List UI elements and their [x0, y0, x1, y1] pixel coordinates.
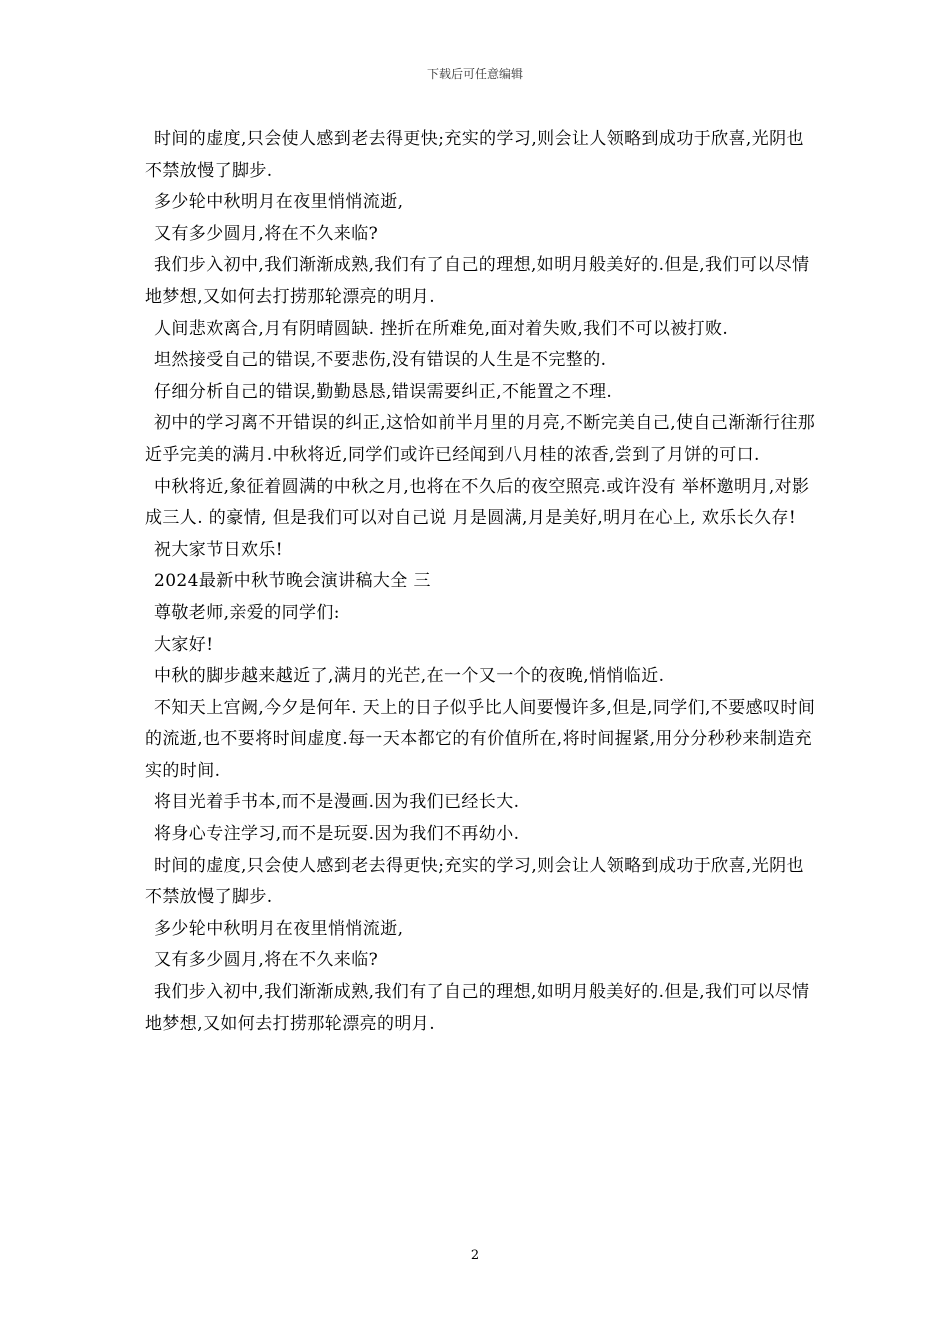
section-heading: 2024最新中秋节晚会演讲稿大全 三	[154, 571, 431, 592]
paragraph: 多少轮中秋明月在夜里悄悄流逝,	[154, 918, 404, 939]
paragraph: 祝大家节日欢乐!	[154, 539, 284, 560]
paragraph: 仔细分析自己的错误,勤勤恳恳,错误需要纠正,不能置之不理.	[154, 381, 613, 402]
paragraph: 坦然接受自己的错误,不要悲伤,没有错误的人生是不完整的.	[154, 350, 607, 371]
page-header: 下载后可任意编辑	[426, 67, 523, 81]
paragraph: 人间悲欢离合,月有阴晴圆缺. 挫折在所难免,面对着失败,我们不可以被打败.	[154, 318, 729, 339]
paragraph: 又有多少圆月,将在不久来临?	[154, 223, 379, 244]
paragraph: 我们步入初中,我们渐渐成熟,我们有了自己的理想,如明月般美好的.但是,我们可以尽情地梦想,又如何去打捞那轮漂亮的明月.	[145, 255, 810, 307]
greeting: 大家好!	[154, 634, 214, 655]
paragraph: 又有多少圆月,将在不久来临?	[154, 950, 379, 971]
document-body	[145, 124, 817, 1040]
paragraph: 时间的虚度,只会使人感到老去得更快;充实的学习,则会让人领略到成功于欣喜,光阴也不禁放慢了脚步.	[145, 855, 804, 908]
paragraph: 初中的学习离不开错误的纠正,这恰如前半月里的月亮,不断完美自己,使自己渐渐行往那近乎完美的满月.中秋将近,同学们或许已经闻到八月桂的浓香,尝到了月饼的可口.	[145, 413, 816, 465]
paragraph: 时间的虚度,只会使人感到老去得更快;充实的学习,则会让人领略到成功于欣喜,光阴也不禁放慢了脚步.	[145, 129, 804, 181]
paragraph: 将身心专注学习,而不是玩耍.因为我们不再幼小.	[154, 824, 520, 845]
paragraph: 中秋将近,象征着圆满的中秋之月,也将在不久后的夜空照亮.或许没有 举杯邀明月,对影成三人. 的豪情, 但是我们可以对自己说 月是圆满,月是美好,明月在心上, 欢乐长久存!	[145, 476, 810, 529]
paragraph: 多少轮中秋明月在夜里悄悄流逝,	[154, 192, 404, 213]
salutation: 尊敬老师,亲爱的同学们:	[154, 602, 340, 623]
page-number: 2	[470, 1248, 480, 1263]
paragraph: 中秋的脚步越来越近了,满月的光芒,在一个又一个的夜晚,悄悄临近.	[154, 666, 665, 687]
paragraph: 我们步入初中,我们渐渐成熟,我们有了自己的理想,如明月般美好的.但是,我们可以尽情地梦想,又如何去打捞那轮漂亮的明月.	[145, 982, 810, 1034]
paragraph: 将目光着手书本,而不是漫画.因为我们已经长大.	[154, 792, 520, 813]
paragraph: 不知天上宫阙,今夕是何年. 天上的日子似乎比人间要慢许多,但是,同学们,不要感叹时间的流逝,也不要将时间虚度.每一天本都它的有价值所在,将时间握紧,用分分秒秒来制造充实的时间.	[145, 697, 816, 781]
